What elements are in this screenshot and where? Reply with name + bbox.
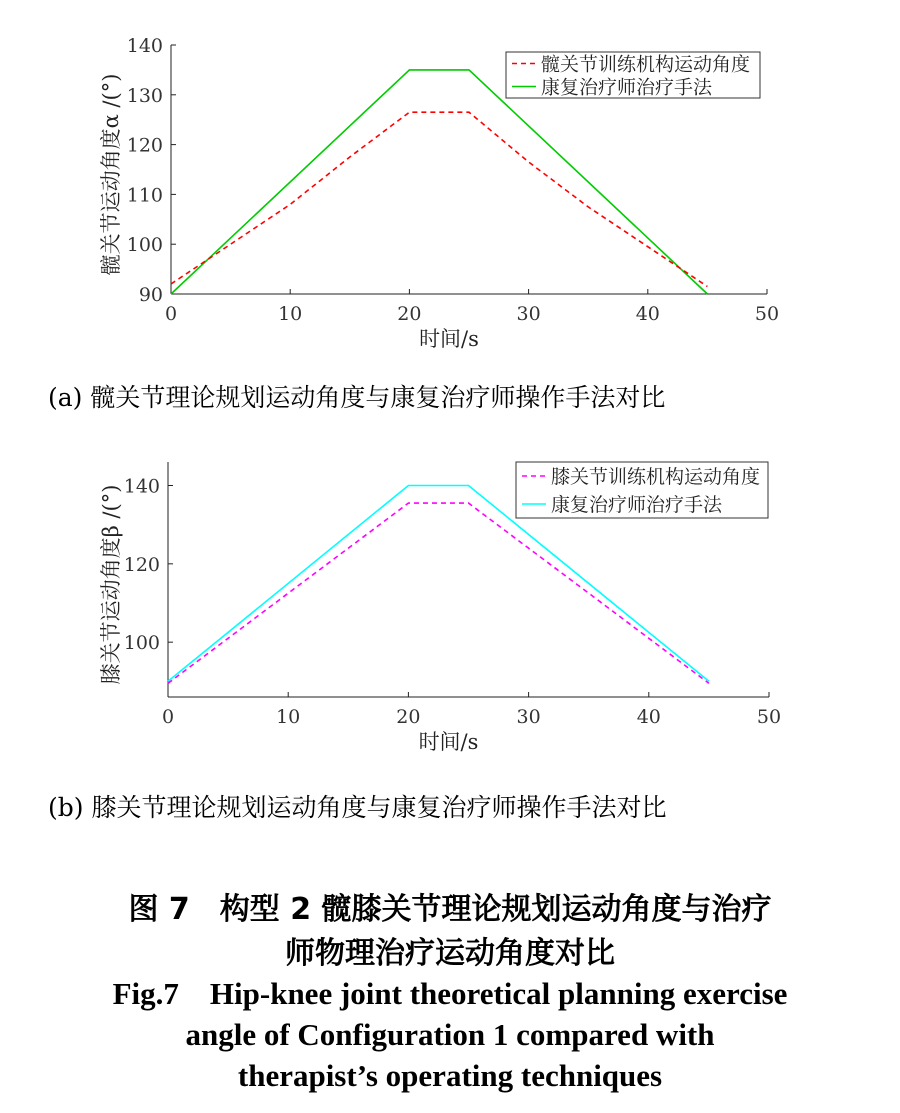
x-tick-label: 0 [164, 303, 178, 325]
y-tick-label: 110 [126, 184, 163, 207]
y-axis-label: 膝关节运动角度β /(°) [99, 484, 123, 685]
y-tick-label: 100 [123, 632, 160, 655]
y-tick-label: 100 [126, 234, 163, 257]
x-tick-label: 0 [161, 706, 175, 728]
y-axis-label: 髋关节运动角度α /(°) [99, 73, 123, 276]
x-tick-label: 20 [396, 706, 421, 728]
legend-label: 康复治疗师治疗手法 [541, 76, 713, 99]
series-line-therapist [171, 70, 707, 294]
series-line-mechanism [168, 503, 709, 683]
figure-title-cn-line2: 师物理治疗运动角度对比 [285, 936, 615, 971]
x-tick-label: 20 [397, 303, 422, 325]
y-tick-label: 130 [126, 84, 163, 107]
x-axis-label: 时间/s [419, 327, 479, 351]
y-tick-label: 120 [123, 553, 160, 576]
x-tick-label: 40 [636, 706, 661, 728]
subfigure-b-caption: (b) 膝关节理论规划运动角度与康复治疗师操作手法对比 [48, 793, 667, 822]
series-line-mechanism [171, 112, 707, 286]
figure-title-en-line1: Fig.7 Hip-knee joint theoretical planning exercise [112, 976, 788, 1011]
y-tick-label: 90 [138, 284, 163, 306]
x-axis-label: 时间/s [418, 730, 479, 754]
legend-label: 髋关节训练机构运动角度 [541, 53, 751, 76]
legend-label: 康复治疗师治疗手法 [551, 494, 723, 516]
x-tick-label: 10 [276, 706, 301, 728]
figure-title-en-line2: angle of Configuration 1 compared with [185, 1017, 715, 1052]
figure-title-cn-line1: 图 7 构型 2 髋膝关节理论规划运动角度与治疗 [128, 892, 772, 927]
figure-title-en-line3: therapist’s operating techniques [237, 1058, 663, 1093]
knee-angle-chart [0, 440, 900, 780]
x-tick-label: 10 [278, 303, 303, 325]
y-tick-label: 120 [126, 134, 163, 157]
x-tick-label: 30 [516, 706, 541, 728]
hip-angle-chart [0, 0, 900, 370]
subfigure-a-caption: (a) 髋关节理论规划运动角度与康复治疗师操作手法对比 [48, 383, 666, 412]
y-tick-label: 140 [123, 475, 160, 498]
x-tick-label: 30 [516, 303, 541, 325]
x-tick-label: 40 [635, 303, 660, 325]
x-tick-label: 50 [754, 303, 780, 325]
legend-label: 膝关节训练机构运动角度 [551, 466, 761, 488]
x-tick-label: 50 [756, 706, 782, 728]
y-tick-label: 140 [126, 35, 163, 57]
